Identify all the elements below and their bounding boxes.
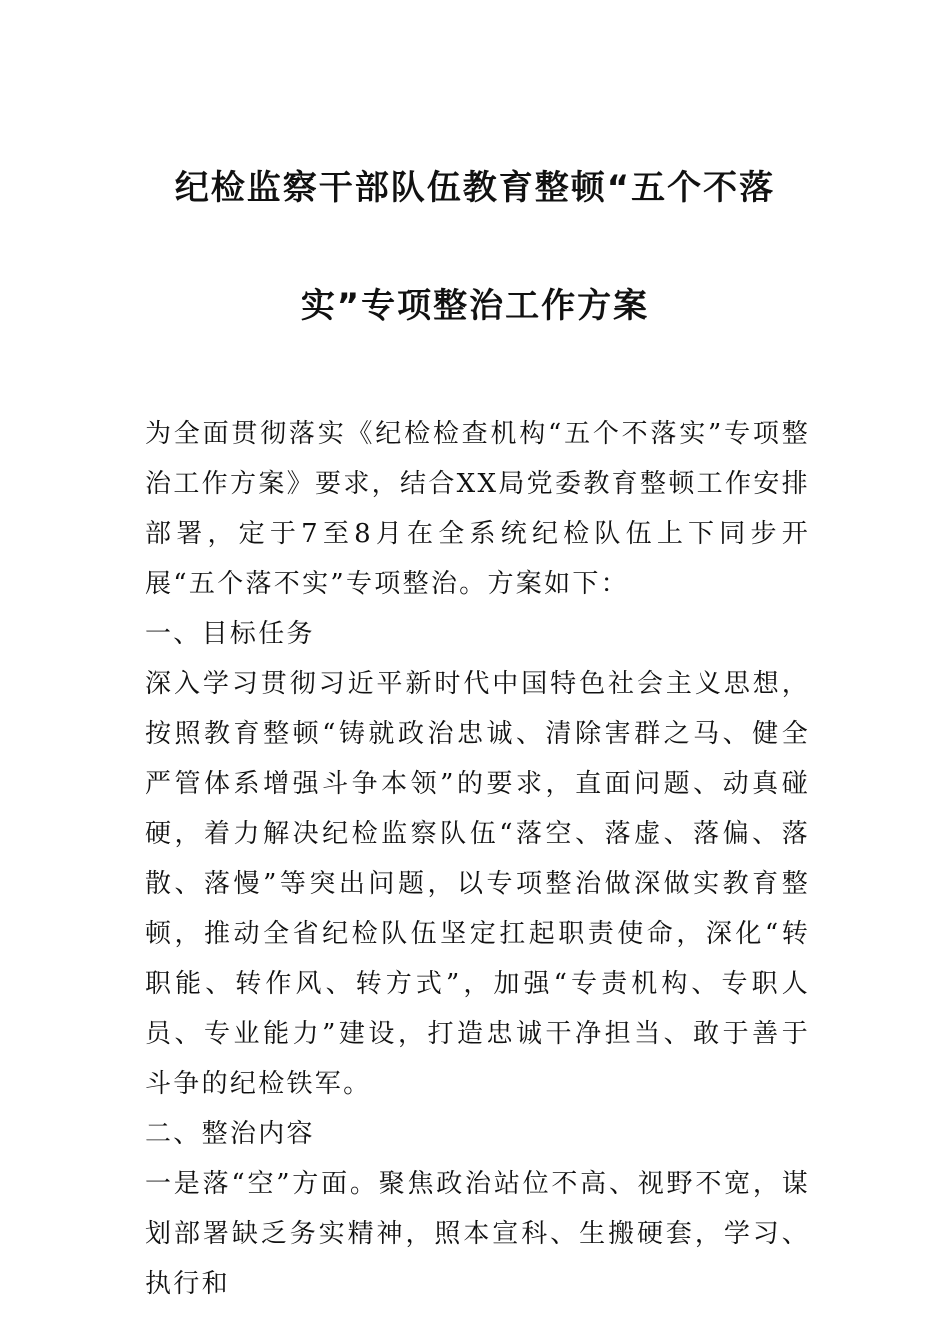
document-title-line-2: 实”专项整治工作方案 xyxy=(300,286,650,326)
document-title-line-1: 纪检监察干部队伍教育整顿“五个不落 xyxy=(174,168,776,208)
section-heading-content: 二、整治内容 xyxy=(145,1119,315,1149)
document-body xyxy=(145,409,810,1309)
goals-paragraph: 深入学习贯彻习近平新时代中国特色社会主义思想，按照教育整顿“铸就政治忠诚、清除害群之马、健全严管体系增强斗争本领”的要求，直面问题、动真碰硬，着力解决纪检监察队伍“落空、落虚、落偏、落散、落慢”等突出问题，以专项整治做深做实教育整顿，推动全省纪检队伍坚定扛起职责使命，深化“转职能、转作风、转方式”，加强“专责机构、专职人员、专业能力”建设，打造忠诚干净担当、敢于善于斗争的纪检铁军。 xyxy=(145,669,810,1099)
section-heading-goals: 一、目标任务 xyxy=(145,619,315,649)
content-paragraph: 一是落“空”方面。聚焦政治站位不高、视野不宽，谋划部署缺乏务实精神，照本宣科、生搬硬套，学习、执行和 xyxy=(145,1169,810,1299)
intro-paragraph: 为全面贯彻落实《纪检检查机构“五个不落实”专项整治工作方案》要求，结合XX局党委教育整顿工作安排部署，定于7至8月在全系统纪检队伍上下同步开展“五个落不实”专项整治。方案如下： xyxy=(145,419,810,599)
